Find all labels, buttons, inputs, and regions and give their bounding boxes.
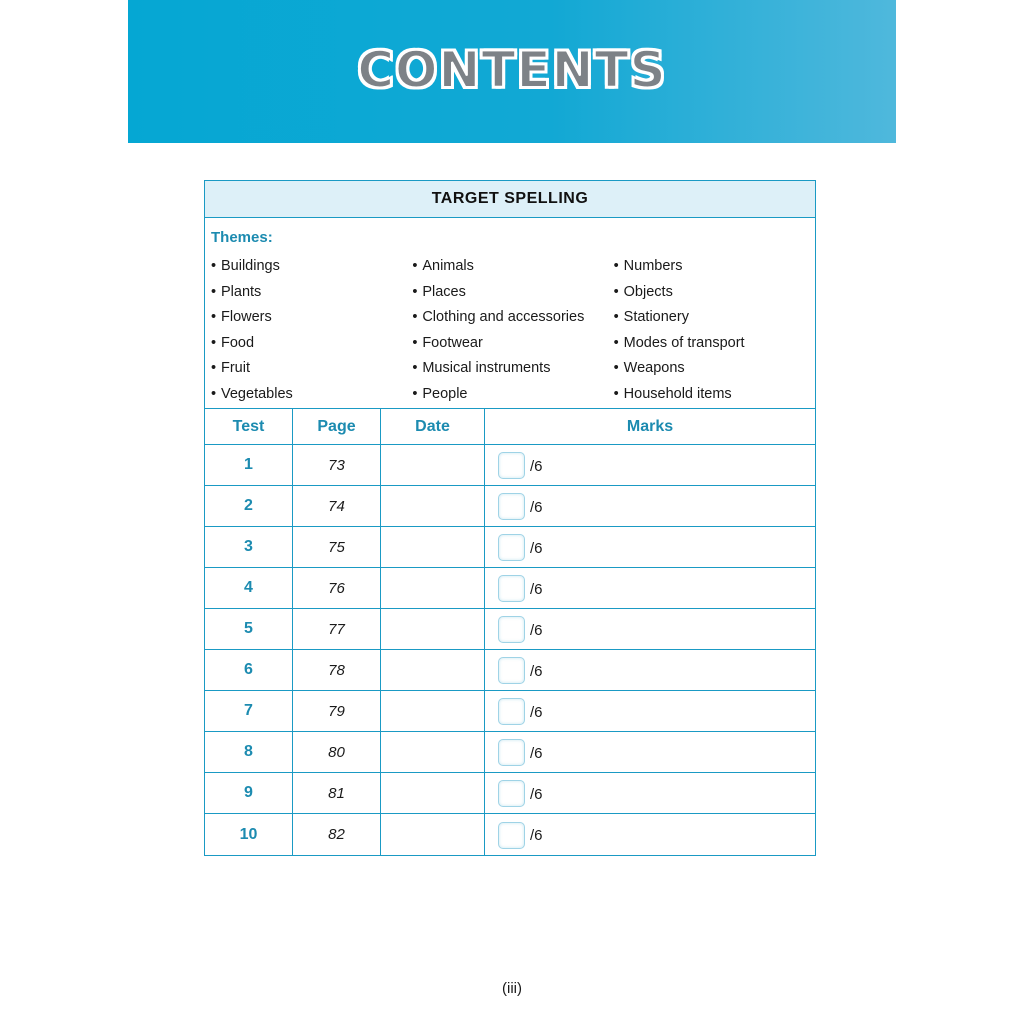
test-number: 3 <box>244 538 253 555</box>
date-cell[interactable] <box>381 691 485 731</box>
contents-table <box>204 180 816 856</box>
test-cell <box>205 773 293 813</box>
theme-label: Stationery <box>623 309 689 325</box>
theme-item <box>211 280 412 306</box>
bullet-icon: • <box>211 360 217 376</box>
test-cell <box>205 568 293 608</box>
theme-label: Objects <box>623 283 673 300</box>
test-cell <box>205 814 293 855</box>
marks-total: /6 <box>530 457 543 475</box>
theme-item <box>412 280 613 306</box>
theme-label: Musical instruments <box>422 360 551 376</box>
table-row <box>205 773 815 814</box>
marks-input-box[interactable] <box>498 739 525 766</box>
theme-item <box>412 356 613 382</box>
bullet-icon: • <box>211 385 217 402</box>
table-row <box>205 445 815 486</box>
marks-input-box[interactable] <box>498 616 525 643</box>
themes-column <box>211 254 412 407</box>
test-cell <box>205 486 293 526</box>
page-number: 78 <box>328 661 345 679</box>
theme-item <box>211 382 412 408</box>
marks-input-box[interactable] <box>498 493 525 520</box>
test-number: 6 <box>244 661 253 678</box>
test-cell <box>205 609 293 649</box>
page-number: 74 <box>328 497 345 515</box>
theme-label: Plants <box>221 283 262 300</box>
page-number: 79 <box>328 702 345 720</box>
marks-cell <box>485 814 815 855</box>
page-number: 81 <box>328 784 345 802</box>
page-number: 73 <box>328 456 345 474</box>
marks-cell <box>485 527 815 567</box>
bullet-icon: • <box>613 258 619 274</box>
test-cell <box>205 650 293 690</box>
page-number: 76 <box>328 579 345 597</box>
contents-banner <box>128 0 896 143</box>
themes-panel <box>205 218 815 409</box>
marks-input-box[interactable] <box>498 822 525 849</box>
page-cell <box>293 527 381 567</box>
page-cell <box>293 486 381 526</box>
marks-total: /6 <box>530 580 543 598</box>
theme-item <box>614 280 815 306</box>
theme-item <box>614 305 815 331</box>
theme-label: Food <box>221 334 255 351</box>
themes-columns <box>211 254 815 407</box>
column-header-marks: Marks <box>626 417 674 435</box>
test-cell <box>205 732 293 772</box>
bullet-icon: • <box>412 283 418 300</box>
date-cell[interactable] <box>381 445 485 485</box>
date-cell[interactable] <box>381 609 485 649</box>
page-cell <box>293 732 381 772</box>
theme-label: Weapons <box>623 360 685 376</box>
marks-input-box[interactable] <box>498 452 525 479</box>
marks-total: /6 <box>530 662 543 680</box>
marks-total: /6 <box>530 744 543 762</box>
theme-label: Animals <box>422 258 474 274</box>
bullet-icon: • <box>613 334 619 351</box>
theme-item <box>614 331 815 357</box>
bullet-icon: • <box>412 360 418 376</box>
table-row <box>205 568 815 609</box>
date-cell[interactable] <box>381 732 485 772</box>
theme-item <box>412 331 613 357</box>
bullet-icon: • <box>412 309 418 325</box>
page-cell <box>293 568 381 608</box>
marks-input-box[interactable] <box>498 657 525 684</box>
date-cell[interactable] <box>381 773 485 813</box>
theme-item <box>614 356 815 382</box>
theme-label: Buildings <box>221 258 280 274</box>
marks-input-box[interactable] <box>498 780 525 807</box>
bullet-icon: • <box>211 334 217 351</box>
marks-cell <box>485 691 815 731</box>
page-cell <box>293 445 381 485</box>
table-row <box>205 527 815 568</box>
test-cell <box>205 445 293 485</box>
theme-label: Clothing and accessories <box>422 309 585 325</box>
table-header-row <box>205 409 815 445</box>
bullet-icon: • <box>211 283 217 300</box>
theme-item <box>614 254 815 280</box>
page-number: 80 <box>328 743 345 761</box>
bullet-icon: • <box>412 385 418 402</box>
test-number: 4 <box>244 579 253 596</box>
theme-item <box>211 356 412 382</box>
test-number: 9 <box>244 784 253 801</box>
marks-cell <box>485 609 815 649</box>
date-cell[interactable] <box>381 527 485 567</box>
date-cell[interactable] <box>381 486 485 526</box>
section-title: TARGET SPELLING <box>205 181 815 218</box>
theme-label: Modes of transport <box>623 334 745 351</box>
test-number: 10 <box>239 825 258 843</box>
theme-item <box>412 382 613 408</box>
themes-column <box>412 254 613 407</box>
table-row <box>205 609 815 650</box>
bullet-icon: • <box>613 309 619 325</box>
table-row <box>205 691 815 732</box>
page-cell <box>293 650 381 690</box>
marks-total: /6 <box>530 703 543 721</box>
theme-item <box>614 382 815 408</box>
test-number: 2 <box>244 497 253 514</box>
page-title: CONTENTS <box>357 40 667 99</box>
page-cell <box>293 609 381 649</box>
theme-label: Places <box>422 283 466 300</box>
theme-label: People <box>422 385 468 402</box>
themes-column <box>614 254 815 407</box>
page-number: 82 <box>328 826 345 843</box>
table-row <box>205 732 815 773</box>
bullet-icon: • <box>211 309 217 325</box>
column-header-date: Date <box>381 409 485 444</box>
marks-total: /6 <box>530 539 543 557</box>
page-cell <box>293 773 381 813</box>
theme-label: Footwear <box>422 334 483 351</box>
bullet-icon: • <box>412 258 418 274</box>
theme-item <box>211 254 412 280</box>
page-cell <box>293 814 381 855</box>
marks-input-box[interactable] <box>498 575 525 602</box>
test-cell <box>205 691 293 731</box>
marks-cell <box>485 568 815 608</box>
marks-cell <box>485 445 815 485</box>
column-header-test: Test <box>205 409 293 444</box>
marks-cell <box>485 650 815 690</box>
theme-item <box>211 305 412 331</box>
test-number: 7 <box>244 702 253 719</box>
theme-label: Vegetables <box>221 385 293 402</box>
marks-total: /6 <box>530 785 543 803</box>
theme-label: Household items <box>623 385 732 402</box>
table-row <box>205 650 815 691</box>
theme-label: Numbers <box>623 258 683 274</box>
test-number: 5 <box>244 620 253 637</box>
marks-cell <box>485 732 815 772</box>
date-cell[interactable] <box>381 650 485 690</box>
page-cell <box>293 691 381 731</box>
theme-item <box>211 331 412 357</box>
bullet-icon: • <box>613 385 619 402</box>
test-number: 8 <box>244 743 253 760</box>
page-number: 75 <box>328 538 345 556</box>
page-number-footer: (iii) <box>502 980 522 997</box>
theme-label: Flowers <box>221 309 272 325</box>
bullet-icon: • <box>613 283 619 300</box>
marks-input-box[interactable] <box>498 698 525 725</box>
bullet-icon: • <box>613 360 619 376</box>
marks-total: /6 <box>530 621 543 639</box>
table-row <box>205 486 815 527</box>
marks-total: /6 <box>530 827 543 844</box>
page-number: 77 <box>328 620 345 638</box>
marks-total: /6 <box>530 498 543 516</box>
test-cell <box>205 527 293 567</box>
test-number: 1 <box>244 456 253 473</box>
theme-item <box>412 254 613 280</box>
date-cell[interactable] <box>381 814 485 855</box>
marks-input-box[interactable] <box>498 534 525 561</box>
theme-label: Fruit <box>221 360 250 376</box>
themes-label: Themes: <box>211 229 273 246</box>
bullet-icon: • <box>412 334 418 351</box>
marks-cell <box>485 486 815 526</box>
theme-item <box>412 305 613 331</box>
date-cell[interactable] <box>381 568 485 608</box>
bullet-icon: • <box>211 258 217 274</box>
table-row <box>205 814 815 855</box>
marks-cell <box>485 773 815 813</box>
column-header-page: Page <box>293 409 381 444</box>
